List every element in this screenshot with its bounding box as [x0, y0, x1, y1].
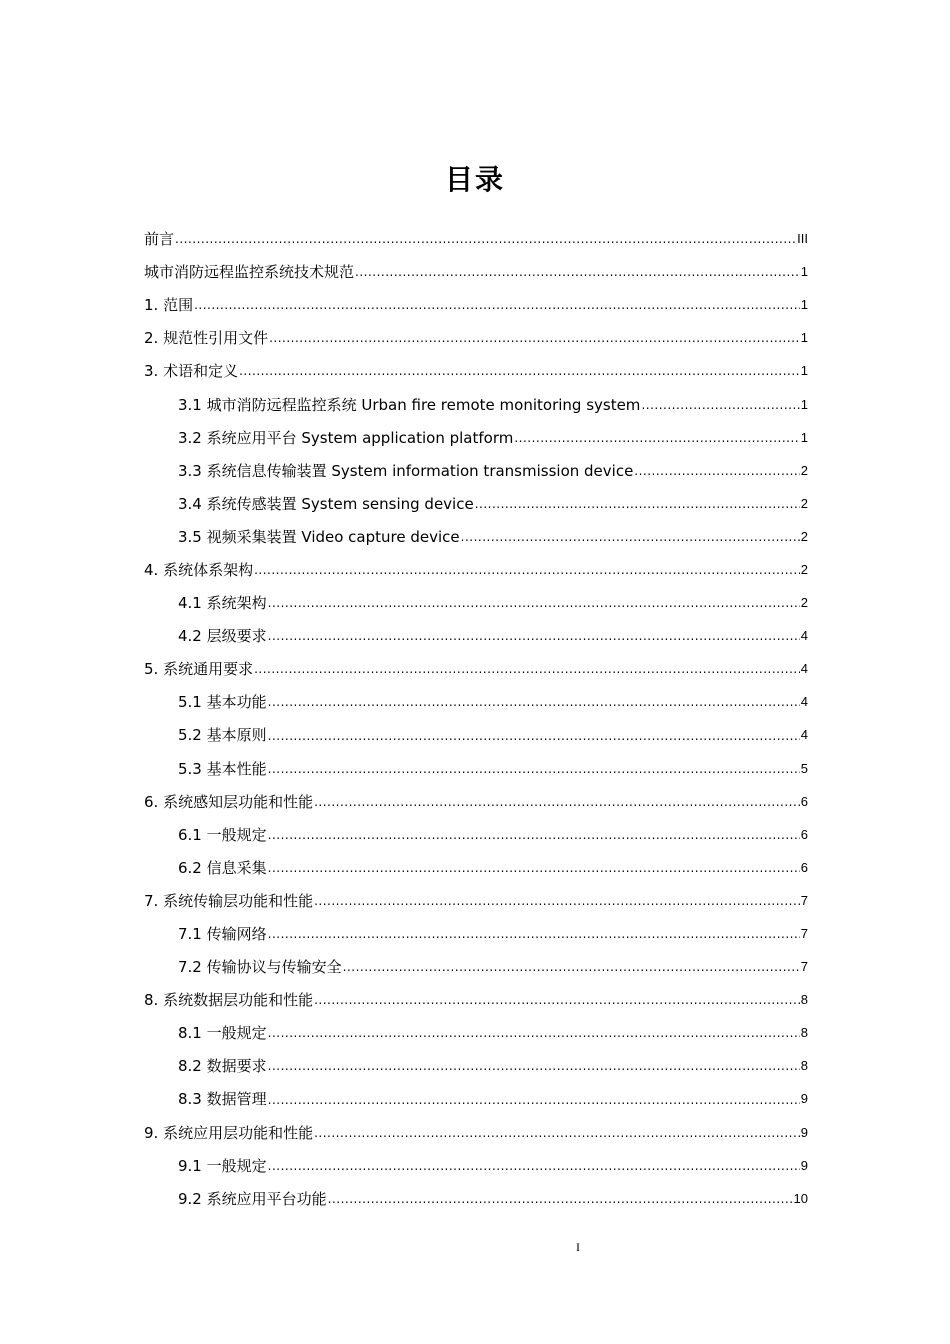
toc-dot-leader: [254, 662, 800, 685]
toc-entry-page-number: 2: [800, 462, 808, 478]
page-title: 目录: [444, 163, 505, 196]
toc-entry-title: 3.3 系统信息传输装置 System information transmission device: [178, 461, 634, 480]
toc-entry-title: 7. 系统传输层功能和性能: [144, 891, 314, 910]
toc-dot-leader: [268, 762, 800, 785]
toc-entry-page-number: 6: [800, 793, 808, 809]
toc-dot-leader: [268, 729, 800, 752]
toc-dot-leader: [254, 563, 800, 586]
toc-entry[interactable]: [144, 321, 808, 354]
toc-dot-leader: [355, 265, 800, 288]
toc-dot-leader: [268, 1159, 800, 1182]
toc-entry[interactable]: [144, 619, 808, 652]
toc-entry-page-number: 4: [800, 628, 808, 644]
toc-entry[interactable]: [144, 354, 808, 387]
toc-entry[interactable]: [144, 1149, 808, 1182]
toc-entry-title: 3.4 系统传感装置 System sensing device: [178, 494, 474, 513]
toc-entry-page-number: 4: [800, 661, 808, 677]
toc-entry-page-number: 1: [800, 429, 808, 445]
toc-dot-leader: [314, 1126, 800, 1149]
toc-entry-page-number: 9: [800, 1091, 808, 1107]
toc-entry-page-number: 2: [800, 561, 808, 577]
toc-entry-title: 城市消防远程监控系统技术规范: [144, 263, 355, 282]
toc-entry-title: 8.3 数据管理: [178, 1090, 267, 1109]
toc-dot-leader: [194, 298, 800, 321]
toc-entry-title: 8.1 一般规定: [178, 1024, 267, 1043]
toc-entry-page-number: 1: [800, 264, 808, 280]
toc-entry-page-number: 1: [800, 297, 808, 313]
toc-entry-page-number: 7: [800, 926, 808, 942]
toc-dot-leader: [268, 828, 800, 851]
toc-entry-title: 3.1 城市消防远程监控系统 Urban fire remote monitoring system: [178, 395, 641, 414]
toc-entry-title: 5.3 基本性能: [178, 759, 267, 778]
toc-entry-page-number: 10: [793, 1190, 808, 1206]
toc-entry-title: 3.5 视频采集装置 Video capture device: [178, 527, 460, 546]
toc-entry-title: 6.1 一般规定: [178, 825, 267, 844]
toc-entry[interactable]: [144, 421, 808, 454]
toc-entry[interactable]: [144, 718, 808, 751]
toc-entry[interactable]: [144, 553, 808, 586]
toc-entry-page-number: 1: [800, 363, 808, 379]
toc-entry-title: 8. 系统数据层功能和性能: [144, 991, 314, 1010]
page-number-footer: I: [576, 1240, 580, 1254]
toc-dot-leader: [239, 364, 800, 387]
toc-dot-leader: [314, 795, 800, 818]
toc-dot-leader: [514, 431, 799, 454]
toc-entry[interactable]: [144, 884, 808, 917]
toc-entry-title: 7.2 传输协议与传输安全: [178, 958, 342, 977]
toc-entry-page-number: 9: [800, 1157, 808, 1173]
toc-entry[interactable]: [144, 222, 808, 255]
toc-entry[interactable]: [144, 652, 808, 685]
toc-entry[interactable]: [144, 1016, 808, 1049]
toc-entry-page-number: 2: [800, 595, 808, 611]
toc-dot-leader: [268, 629, 800, 652]
toc-entry-page-number: 8: [800, 1025, 808, 1041]
toc-entry-title: 9.2 系统应用平台功能: [178, 1189, 327, 1208]
toc-entry-page-number: III: [797, 231, 808, 247]
toc-entry-page-number: 7: [800, 959, 808, 975]
toc-entry-title: 8.2 数据要求: [178, 1057, 267, 1076]
toc-entry[interactable]: [144, 1049, 808, 1082]
toc-entry[interactable]: [144, 454, 808, 487]
toc-entry-title: 3.2 系统应用平台 System application platform: [178, 428, 514, 447]
toc-entry[interactable]: [144, 255, 808, 288]
toc-entry-page-number: 8: [800, 992, 808, 1008]
toc-entry[interactable]: [144, 685, 808, 718]
toc-entry-page-number: 4: [800, 694, 808, 710]
toc-entry[interactable]: [144, 917, 808, 950]
toc-dot-leader: [268, 1093, 800, 1116]
toc-entry[interactable]: [144, 785, 808, 818]
toc-entry-page-number: 1: [800, 330, 808, 346]
toc-entry-title: 前言: [144, 230, 175, 249]
toc-dot-leader: [269, 331, 800, 354]
toc-entry-title: 3. 术语和定义: [144, 362, 239, 381]
toc-dot-leader: [343, 960, 800, 983]
toc-entry[interactable]: [144, 1082, 808, 1115]
toc-dot-leader: [314, 993, 800, 1016]
toc-entry-page-number: 7: [800, 892, 808, 908]
toc-dot-leader: [268, 927, 800, 950]
toc-entry-title: 7.1 传输网络: [178, 925, 267, 944]
table-of-contents: [144, 222, 808, 1215]
toc-entry-title: 2. 规范性引用文件: [144, 329, 269, 348]
toc-entry-title: 4.1 系统架构: [178, 594, 267, 613]
toc-dot-leader: [634, 464, 799, 487]
toc-dot-leader: [268, 1026, 800, 1049]
toc-entry-page-number: 6: [800, 859, 808, 875]
toc-dot-leader: [328, 1192, 793, 1215]
toc-entry[interactable]: [144, 1182, 808, 1215]
toc-dot-leader: [268, 596, 800, 619]
toc-entry[interactable]: [144, 983, 808, 1016]
toc-dot-leader: [175, 232, 796, 255]
toc-entry[interactable]: [144, 288, 808, 321]
toc-dot-leader: [268, 1059, 800, 1082]
toc-entry[interactable]: [144, 520, 808, 553]
toc-entry-title: 5. 系统通用要求: [144, 660, 254, 679]
toc-entry-title: 5.2 基本原则: [178, 726, 267, 745]
toc-entry[interactable]: [144, 487, 808, 520]
toc-entry-page-number: 8: [800, 1058, 808, 1074]
toc-entry-title: 4. 系统体系架构: [144, 560, 254, 579]
toc-entry-title: 9.1 一般规定: [178, 1156, 267, 1175]
toc-entry[interactable]: [144, 851, 808, 884]
toc-entry-title: 6.2 信息采集: [178, 858, 267, 877]
toc-dot-leader: [461, 530, 800, 553]
toc-entry[interactable]: [144, 586, 808, 619]
toc-entry[interactable]: [144, 387, 808, 420]
toc-entry-title: 6. 系统感知层功能和性能: [144, 792, 314, 811]
toc-entry-page-number: 1: [800, 396, 808, 412]
toc-entry[interactable]: [144, 752, 808, 785]
toc-entry-page-number: 4: [800, 727, 808, 743]
toc-entry-title: 1. 范围: [144, 296, 194, 315]
toc-entry-page-number: 9: [800, 1124, 808, 1140]
toc-entry-page-number: 2: [800, 528, 808, 544]
toc-dot-leader: [475, 497, 800, 520]
toc-entry[interactable]: [144, 1116, 808, 1149]
toc-entry-page-number: 2: [800, 495, 808, 511]
toc-dot-leader: [314, 894, 800, 917]
toc-entry-title: 4.2 层级要求: [178, 627, 267, 646]
toc-dot-leader: [268, 861, 800, 884]
toc-dot-leader: [641, 398, 799, 421]
toc-entry-page-number: 6: [800, 826, 808, 842]
toc-entry-page-number: 5: [800, 760, 808, 776]
toc-entry-title: 5.1 基本功能: [178, 693, 267, 712]
toc-entry-title: 9. 系统应用层功能和性能: [144, 1123, 314, 1142]
toc-dot-leader: [268, 695, 800, 718]
toc-entry[interactable]: [144, 818, 808, 851]
toc-entry[interactable]: [144, 950, 808, 983]
